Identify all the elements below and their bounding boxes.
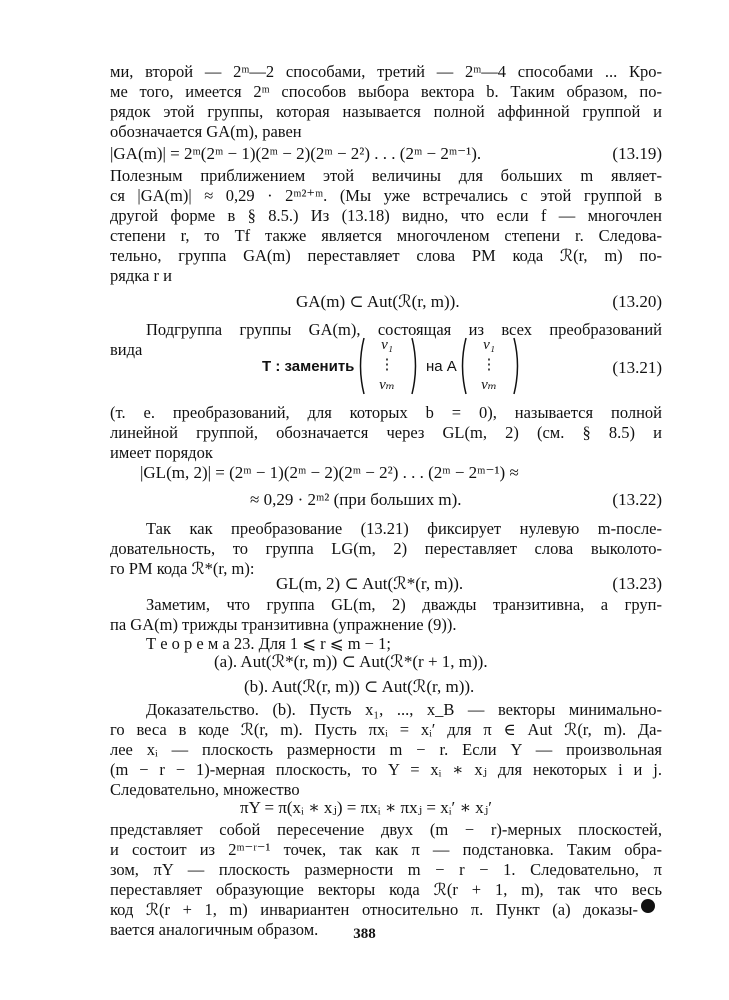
vector-right bbox=[462, 336, 516, 396]
text-line: ме того, имеется 2ᵐ способов выбора вектора b. Таким образом, по- bbox=[110, 82, 662, 101]
equation-13-23: GL(m, 2) ⊂ Aut(ℛ*(r, m)). bbox=[276, 574, 464, 593]
equation-13-20: GA(m) ⊂ Aut(ℛ(r, m)). bbox=[296, 292, 460, 311]
equation-13-21 bbox=[262, 336, 522, 398]
vector-entry: ⋮ bbox=[379, 357, 395, 373]
text-line: го веса в коде ℛ(r, m). Пусть πxᵢ = xᵢ′ для π ∈ Aut ℛ(r, m). Да- bbox=[110, 720, 662, 739]
text-line: го РМ кода ℛ*(r, m): bbox=[110, 559, 255, 578]
page-number: 388 bbox=[353, 926, 376, 942]
text-line: Так как преобразование (13.21) фиксирует нулевую m-после- bbox=[146, 519, 662, 538]
text-line: Полезным приближением этой величины для больших m являет- bbox=[110, 166, 662, 185]
vector-entry: vₘ bbox=[379, 377, 395, 393]
theorem-heading: Т е о р е м а 23. Для 1 ⩽ r ⩽ m − 1; bbox=[146, 634, 391, 653]
right-paren bbox=[410, 336, 420, 396]
text-line: рядка r и bbox=[110, 266, 172, 285]
text-line: довательность, то группа LG(m, 2) переставляет слова выколото- bbox=[110, 539, 662, 558]
text-line: ми, второй — 2ᵐ—2 способами, третий — 2ᵐ—4 способами ... Кро- bbox=[110, 62, 662, 81]
equation-number: (13.23) bbox=[612, 574, 662, 593]
text-line: и состоит из 2ᵐ⁻ʳ⁻¹ точек, так как π — подстановка. Таким обра- bbox=[110, 840, 662, 859]
text-line: линейной группой, обозначается через GL(m, 2) (см. § 8.5) и bbox=[110, 423, 662, 442]
text-line: Подгруппа группы GA(m), состоящая из всех преобразований bbox=[146, 320, 662, 339]
equation-number: (13.21) bbox=[612, 358, 662, 377]
text-line: Заметим, что группа GL(m, 2) дважды транзитивна, а груп- bbox=[146, 595, 662, 614]
text-line: Доказательство. (b). Пусть x₁, ..., x_B — векторы минимально- bbox=[146, 700, 662, 719]
vector-left bbox=[360, 336, 414, 396]
text-line: представляет собой пересечение двух (m − r)-мерных плоскостей, bbox=[110, 820, 662, 839]
text-line: степени r, то Tf также является многочленом степени r. Следова- bbox=[110, 226, 662, 245]
text-line: обозначается GA(m), равен bbox=[110, 122, 302, 141]
equation-13-22-line-1: |GL(m, 2)| = (2ᵐ − 1)(2ᵐ − 2)(2ᵐ − 2²) . . . (2ᵐ − 2ᵐ⁻¹) ≈ bbox=[140, 463, 519, 482]
text-line: рядок этой группы, которая называется полной аффинной группой и bbox=[110, 102, 662, 121]
vector-entry: vₘ bbox=[481, 377, 497, 393]
theorem-part-b: (b). Aut(ℛ(r, m)) ⊂ Aut(ℛ(r, m)). bbox=[244, 677, 475, 696]
text-line: Следовательно, множество bbox=[110, 780, 300, 799]
equation-number: (13.19) bbox=[612, 144, 662, 163]
equation-lead: T : заменить bbox=[262, 358, 355, 375]
text-line: зом, πY — плоскость размерности m − r − 1. Следовательно, π bbox=[110, 860, 662, 879]
text-line: другой форме в § 8.5.) Из (13.18) видно, что если f — многочлен bbox=[110, 206, 662, 225]
text-line: тельно, группа GA(m) переставляет слова РМ кода ℛ(r, m) по- bbox=[110, 246, 662, 265]
text-line: ся |GA(m)| ≈ 0,29 · 2ᵐ²⁺ᵐ. (Мы уже встречались с этой группой в bbox=[110, 186, 662, 205]
vector-entry: ⋮ bbox=[481, 357, 497, 373]
equation-number: (13.22) bbox=[612, 490, 662, 509]
text-line: па GA(m) трижды транзитивна (упражнение (9)). bbox=[110, 615, 457, 634]
qed-mark bbox=[641, 899, 655, 913]
equation-number: (13.20) bbox=[612, 292, 662, 311]
text-line: код ℛ(r + 1, m) инвариантен относительно π. Пункт (a) доказы- bbox=[110, 900, 638, 919]
vector-entry: v₁ bbox=[483, 337, 495, 353]
text-line: вается аналогичным образом. bbox=[110, 920, 319, 939]
equation-13-19: |GA(m)| = 2ᵐ(2ᵐ − 1)(2ᵐ − 2)(2ᵐ − 2²) . . . (2ᵐ − 2ᵐ⁻¹). bbox=[110, 144, 482, 163]
text-line: (т. е. преобразований, для которых b = 0), называется полной bbox=[110, 403, 662, 422]
equation-pi: πY = π(xᵢ ∗ xⱼ) = πxᵢ ∗ πxⱼ = xᵢ′ ∗ xⱼ′ bbox=[240, 798, 492, 817]
equation-middle: на A bbox=[426, 358, 457, 375]
vector-entry: v₁ bbox=[381, 337, 393, 353]
text-line: лее xᵢ — плоскость размерности m − r. Если Y — произвольная bbox=[110, 740, 662, 759]
theorem-part-a: (a). Aut(ℛ*(r, m)) ⊂ Aut(ℛ*(r + 1, m)). bbox=[214, 652, 488, 671]
text-line: вида bbox=[110, 340, 143, 359]
right-paren bbox=[512, 336, 522, 396]
text-line: имеет порядок bbox=[110, 443, 213, 462]
text-line: переставляет образующие векторы кода ℛ(r + 1, m), так что весь bbox=[110, 880, 662, 899]
equation-13-22-line-2: ≈ 0,29 · 2ᵐ² (при больших m). bbox=[250, 490, 462, 509]
text-line: (m − r − 1)-мерная плоскость, то Y = xᵢ ∗ xⱼ для некоторых i и j. bbox=[110, 760, 662, 779]
